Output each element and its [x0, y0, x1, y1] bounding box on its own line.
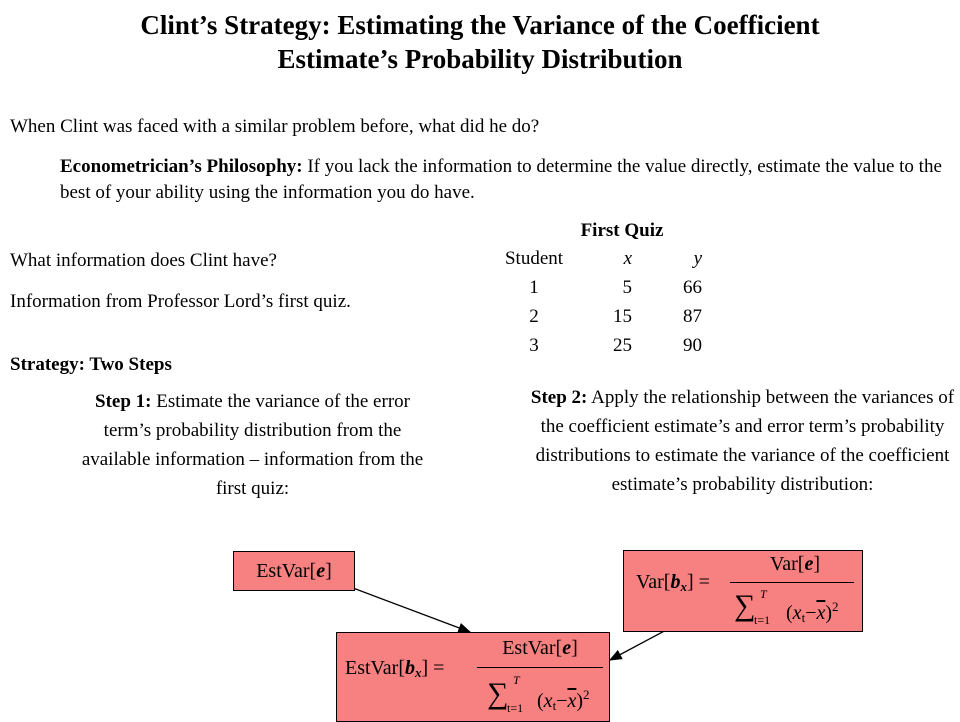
e-symbol: e [562, 637, 572, 659]
estvar-bx-lhs [345, 657, 444, 681]
sum-lower-limit: t=1 [507, 701, 524, 715]
sum-upper-limit: T [760, 587, 767, 601]
summation-icon: ∑ [487, 677, 509, 710]
e-symbol: e [316, 560, 326, 582]
sum-term [786, 599, 839, 626]
step-1-text: Estimate the variance of the error term’s probability distribution from the available information – information from the first quiz: [81, 391, 424, 499]
var-bx-numerator [734, 553, 856, 576]
header-student: Student [504, 248, 564, 269]
squared-exponent: 2 [832, 599, 839, 614]
x-bar-symbol: $\overline{x}$ [567, 690, 577, 712]
var-text: Var[ [770, 553, 805, 575]
b-symbol: b [404, 657, 415, 679]
estvar-text: EstVar[ [502, 637, 563, 659]
b-symbol: b [670, 571, 681, 593]
minus-sign: − [805, 602, 817, 624]
bracket-close: ] [686, 571, 694, 593]
bracket-close: ] [421, 657, 429, 679]
cell-x: 15 [613, 306, 632, 327]
bracket-close: ] [571, 637, 578, 659]
estvar-e-box [233, 551, 355, 591]
header-y: y [693, 248, 702, 269]
fraction-bar [730, 582, 854, 583]
e-symbol: e [804, 553, 814, 575]
paren-close: ) [576, 690, 584, 712]
cell-x: 5 [622, 277, 632, 298]
cell-y: 90 [683, 335, 702, 356]
t-subscript: t [801, 610, 806, 625]
x-subscript: x [680, 579, 687, 594]
var-bx-lhs [636, 569, 710, 600]
paren-close: ) [825, 602, 833, 624]
step-2-text: Apply the relationship between the variances of the coefficient estimate’s and error term’s probability distributions to estimate the variance of the coefficient estimate’s probability distribution: [535, 387, 955, 495]
information-source: Information from Professor Lord’s first quiz. [10, 291, 351, 312]
title-line-2: Estimate’s Probability Distribution [277, 44, 683, 74]
step-2-label: Step 2: [530, 387, 588, 408]
question-similar-problem: When Clint was faced with a similar problem before, what did he do? [10, 116, 540, 137]
var-bx-formula-box [623, 550, 863, 632]
squared-exponent: 2 [583, 687, 590, 702]
x-subscript: x [414, 665, 422, 680]
estvar-text: EstVar[ [256, 560, 317, 582]
header-x: x [623, 248, 632, 269]
summation-icon: ∑ [734, 589, 756, 622]
var-bx-denominator [734, 587, 860, 629]
cell-student: 3 [529, 335, 539, 356]
equals-sign: = [433, 657, 445, 679]
cell-student: 2 [529, 306, 539, 327]
estvar-bx-numerator [477, 637, 603, 660]
paren-open: ( [537, 690, 544, 712]
bracket-close: ] [813, 553, 820, 575]
quiz-table-title: First Quiz [580, 220, 664, 241]
minus-sign: − [556, 690, 568, 712]
x-bar-symbol: $\overline{x}$ [816, 602, 826, 624]
paren-open: ( [786, 602, 793, 624]
philosophy-label: Econometrician’s Philosophy: [60, 156, 303, 177]
title-line-1: Clint’s Strategy: Estimating the Variance of the Coefficient [140, 10, 820, 40]
x-symbol: x [792, 602, 802, 624]
arrow-estvar-e [353, 588, 470, 632]
sum-upper-limit: T [513, 673, 520, 687]
strategy-heading: Strategy: Two Steps [10, 354, 172, 375]
estvar-bx-formula-box [336, 632, 610, 722]
cell-y: 66 [683, 277, 702, 298]
cell-x: 25 [613, 335, 632, 356]
sum-lower-limit: t=1 [754, 613, 771, 627]
question-information: What information does Clint have? [10, 250, 277, 271]
step-1-label: Step 1: [95, 391, 152, 412]
fraction-bar [477, 667, 603, 668]
x-symbol: x [543, 690, 553, 712]
cell-y: 87 [683, 306, 702, 327]
bracket-close: ] [325, 560, 332, 582]
sum-term [537, 687, 590, 714]
estvar-text: EstVar[ [345, 657, 405, 679]
philosophy-text: If you lack the information to determine the value directly, estimate the value to the best of your ability using the information you do have. [60, 156, 942, 203]
t-subscript: t [552, 698, 557, 713]
var-text: Var[ [636, 571, 671, 593]
equals-sign: = [698, 571, 710, 593]
estvar-bx-denominator [487, 673, 607, 719]
cell-student: 1 [529, 277, 539, 298]
